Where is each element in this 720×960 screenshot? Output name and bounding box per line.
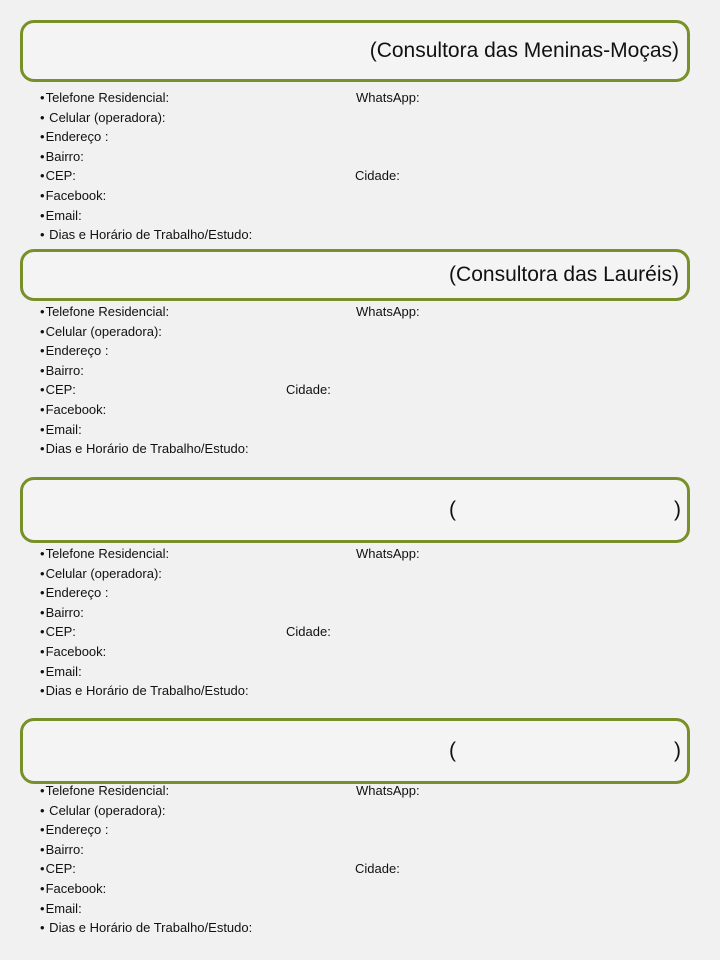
field-dias: • Dias e Horário de Trabalho/Estudo: bbox=[40, 227, 253, 243]
field-whatsapp: WhatsApp: bbox=[356, 546, 420, 561]
fields-list bbox=[40, 302, 680, 459]
field-telefone: •Telefone Residencial: WhatsApp: bbox=[40, 302, 680, 322]
field-telefone: •Telefone Residencial: WhatsApp: bbox=[40, 544, 680, 564]
section-header-box bbox=[20, 477, 690, 543]
field-cidade: Cidade: bbox=[355, 861, 400, 877]
field-dias: • Dias e Horário de Trabalho/Estudo: bbox=[40, 920, 253, 936]
fields-list bbox=[40, 781, 680, 938]
field-cidade: Cidade: bbox=[355, 168, 400, 184]
field-dias: •Dias e Horário de Trabalho/Estudo: bbox=[40, 683, 249, 699]
field-telefone: •Telefone Residencial: WhatsApp: bbox=[40, 88, 680, 108]
field-facebook: •Facebook: bbox=[40, 880, 107, 896]
field-celular: •Celular (operadora): bbox=[40, 323, 162, 339]
field-cep: •CEP: Cidade: bbox=[40, 166, 680, 186]
field-facebook: •Facebook: bbox=[40, 401, 107, 417]
field-bairro: •Bairro: bbox=[40, 841, 84, 857]
field-email: •Email: bbox=[40, 421, 82, 437]
field-whatsapp: WhatsApp: bbox=[356, 304, 420, 319]
field-cidade: Cidade: bbox=[286, 382, 331, 398]
field-celular: •Celular (operadora): bbox=[40, 565, 162, 581]
close-paren: ) bbox=[674, 498, 681, 521]
field-endereco: •Endereço : bbox=[40, 343, 109, 359]
field-telefone: •Telefone Residencial: WhatsApp: bbox=[40, 781, 680, 801]
field-cidade: Cidade: bbox=[286, 624, 331, 640]
field-email: •Email: bbox=[40, 207, 82, 223]
section-title: (Consultora das Meninas-Moças) bbox=[369, 39, 679, 62]
field-celular: • Celular (operadora): bbox=[40, 109, 166, 125]
field-celular: • Celular (operadora): bbox=[40, 802, 166, 818]
field-whatsapp: WhatsApp: bbox=[356, 783, 420, 798]
open-paren: ( bbox=[449, 739, 456, 762]
section-title: (Consultora das Lauréis) bbox=[449, 263, 679, 286]
field-bairro: •Bairro: bbox=[40, 148, 84, 164]
fields-list bbox=[40, 544, 680, 701]
field-bairro: •Bairro: bbox=[40, 362, 84, 378]
field-email: •Email: bbox=[40, 663, 82, 679]
open-paren: ( bbox=[449, 498, 456, 521]
field-facebook: •Facebook: bbox=[40, 643, 107, 659]
field-cep: •CEP: Cidade: bbox=[40, 380, 680, 400]
field-endereco: •Endereço : bbox=[40, 585, 109, 601]
field-cep: •CEP: Cidade: bbox=[40, 622, 680, 642]
close-paren: ) bbox=[674, 739, 681, 762]
section-header-box bbox=[20, 718, 690, 784]
field-facebook: •Facebook: bbox=[40, 187, 107, 203]
section-header-box bbox=[20, 249, 690, 301]
field-cep: •CEP: Cidade: bbox=[40, 859, 680, 879]
field-bairro: •Bairro: bbox=[40, 604, 84, 620]
fields-list bbox=[40, 88, 680, 245]
field-whatsapp: WhatsApp: bbox=[356, 90, 420, 105]
field-email: •Email: bbox=[40, 900, 82, 916]
field-endereco: •Endereço : bbox=[40, 822, 109, 838]
section-header-box bbox=[20, 20, 690, 82]
field-endereco: •Endereço : bbox=[40, 129, 109, 145]
field-dias: •Dias e Horário de Trabalho/Estudo: bbox=[40, 441, 249, 457]
